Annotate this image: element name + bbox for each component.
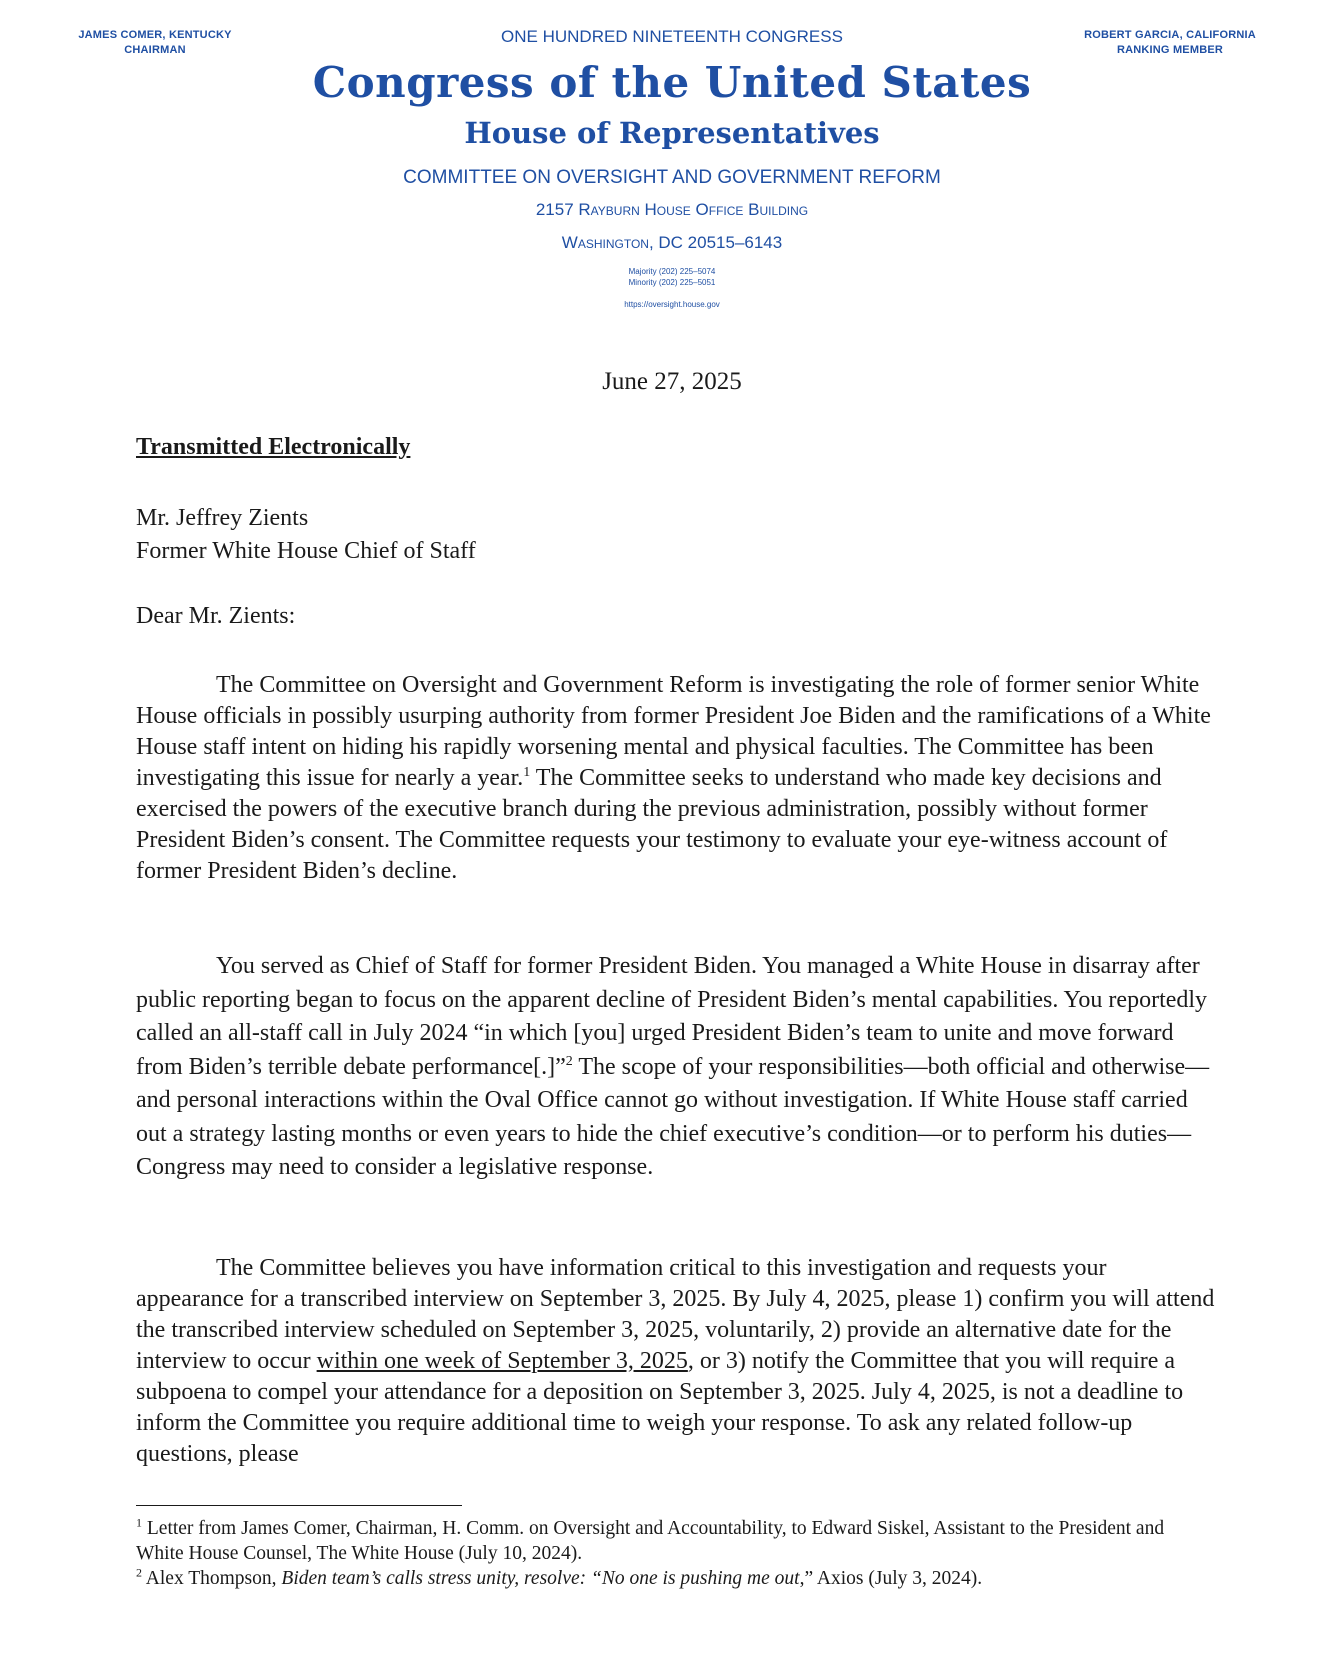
chairman-title: CHAIRMAN: [124, 44, 186, 56]
congress-number: ONE HUNDRED NINETEENTH CONGRESS: [501, 27, 843, 46]
footnote-2-text-a: Alex Thompson,: [142, 1568, 282, 1589]
transmittal-note: Transmitted Electronically: [136, 434, 411, 460]
footnote-ref-1: 1: [523, 765, 531, 780]
phone-numbers: [0, 266, 1344, 288]
paragraph-3-text-a: The Committee believes you have information critical to this investigation and requests your appearance for a transcribed interview on September 3, 2025. By July 4, 2025, please 1) confirm you will attend the transcribed interview scheduled on September 3, 2025, voluntarily, 2) provide an alternative date for the interview to occur: [136, 1255, 1215, 1374]
ranking-member-title: RANKING MEMBER: [1116, 44, 1224, 56]
footnotes: [136, 1516, 1216, 1591]
footnote-ref-2: 2: [565, 1053, 573, 1069]
footnote-1-mark: 1: [136, 1515, 142, 1530]
paragraph-3: [136, 1253, 1216, 1470]
paragraph-2-text-b: The scope of your responsibilities—both official and otherwise—and personal interactions within the Oval Office cannot go without investigation. If White House staff carried out a strategy lasting months or even years to hide the chief executive’s condition—or to perform his duties—Congress may need to consider a legislative response.: [136, 1053, 1210, 1180]
footnote-2-article-title: Biden team’s calls stress unity, resolve: “No one is pushing me out: [281, 1568, 800, 1589]
paragraph-2: [136, 950, 1216, 1185]
recipient-block: [136, 502, 476, 568]
recipient-name: Mr. Jeffrey Zients: [136, 505, 309, 531]
letterhead-title: Congress of the United States: [312, 58, 1032, 107]
footnote-1-text: Letter from James Comer, Chairman, H. Comm. on Oversight and Accountability, to Edward Siskel, Assistant to the President and White House Counsel, The White House (July 10, 2024).: [136, 1518, 1165, 1564]
chairman-name: JAMES COMER, KENTUCKY: [78, 29, 232, 41]
paragraph-1-text-a: The Committee on Oversight and Government Reform is investigating the role of former senior White House officials in possibly usurping authority from former President Joe Biden and the ramifications of a White House staff intent on hiding his rapidly worsening mental and physical faculties. The Committee has been investigating this issue for nearly a year.: [136, 672, 1211, 791]
recipient-title: Former White House Chief of Staff: [136, 538, 476, 564]
footnote-2-text-b: ,” Axios (July 3, 2024).: [799, 1568, 983, 1589]
footnote-2-mark: 2: [136, 1565, 142, 1580]
paragraph-2-text-a: You served as Chief of Staff for former President Biden. You managed a White House in disarray after public reporting began to focus on the apparent decline of President Biden’s mental capabilities. You reportedly called an all-staff call in July 2024 “in which [you] urged President Biden’s team to unite and move forward from Biden’s terrible debate performance[.]”: [136, 953, 1208, 1080]
ranking-member-name: ROBERT GARCIA, CALIFORNIA: [1084, 29, 1256, 41]
salutation: Dear Mr. Zients:: [136, 603, 296, 629]
website-url: https://oversight.house.gov: [624, 300, 720, 309]
paragraph-3-text-b: , or 3) notify the Committee that you will require a subpoena to compel your attendance for a deposition on September 3, 2025. July 4, 2025, is not a deadline to inform the Committee you require additional time to weigh your response. To ask any related follow-up questions, please: [136, 1348, 1184, 1467]
majority-phone: Majority (202) 225–5074: [628, 267, 716, 276]
footnote-divider: [136, 1505, 462, 1506]
paragraph-3-underlined-deadline: within one week of September 3, 2025: [316, 1348, 688, 1374]
minority-phone: Minority (202) 225–5051: [628, 278, 716, 287]
paragraph-1-text-b: The Committee seeks to understand who made key decisions and exercised the powers of the executive branch during the previous administration, possibly without former President Biden’s consent. The Committee requests your testimony to evaluate your eye-witness account of former President Biden’s decline.: [136, 765, 1168, 884]
paragraph-1: [136, 670, 1216, 887]
chamber-name: House of Representatives: [464, 116, 880, 150]
letter-date: June 27, 2025: [602, 368, 742, 395]
footnote-2: [136, 1566, 1216, 1591]
committee-address: 2157 Rayburn House Office Building: [535, 200, 809, 219]
committee-city: Washington, DC 20515–6143: [561, 233, 783, 252]
footnote-1: [136, 1516, 1216, 1566]
committee-name: COMMITTEE ON OVERSIGHT AND GOVERNMENT REFORM: [403, 167, 941, 188]
